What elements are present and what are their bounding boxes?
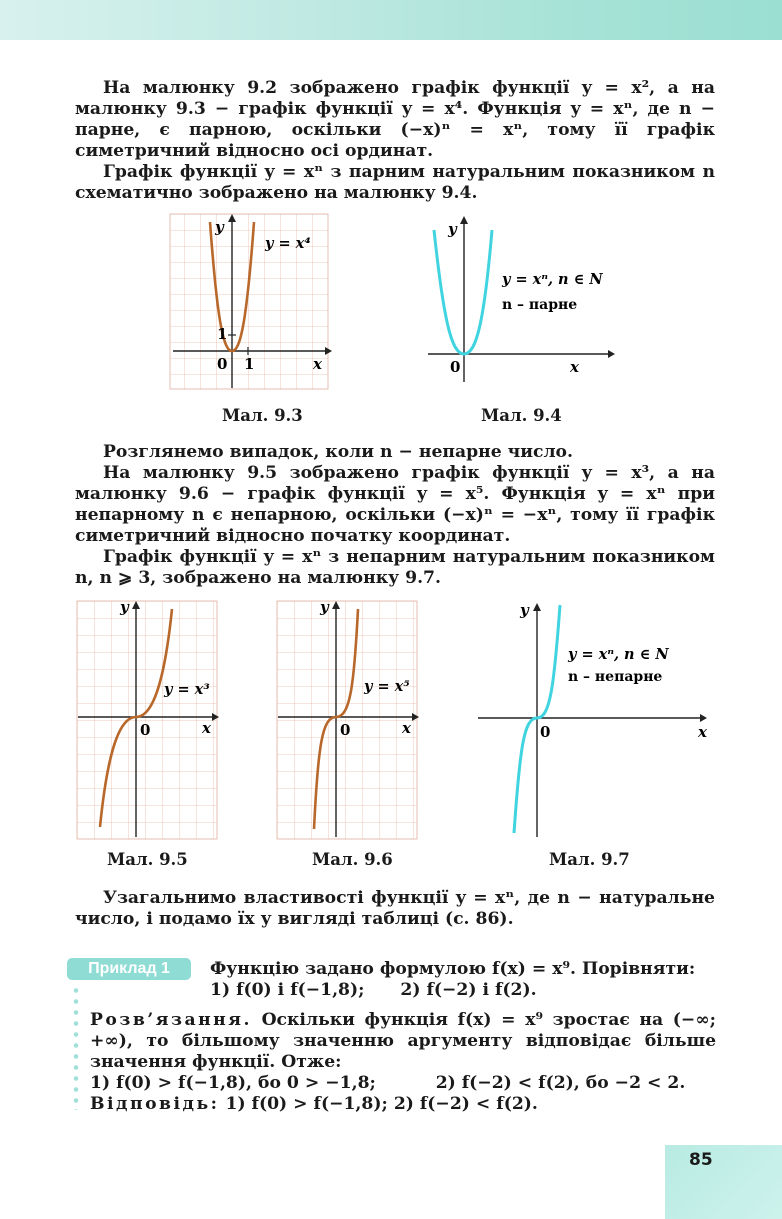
page-number: 85 <box>689 1150 713 1170</box>
intro-text <box>75 78 715 204</box>
paragraph: Графік функції y = xⁿ з непарним натуральним показником n, n ⩾ 3, зображено на малюнку 9.7. <box>75 547 715 588</box>
origin-label: 0 <box>340 721 351 739</box>
axis-y-label: y <box>320 598 329 616</box>
x-axis-arrow-icon <box>700 714 707 722</box>
figure-9-3 <box>165 212 335 392</box>
caption-9-4: Мал. 9.4 <box>481 406 562 425</box>
curve-label-2: n – непарне <box>568 669 663 685</box>
curve-label: y = x⁴ <box>265 235 311 252</box>
origin-label: 0 <box>450 358 461 376</box>
curve-xn-even <box>434 230 492 354</box>
figure-9-6 <box>274 597 424 841</box>
paragraph: На малюнку 9.2 зображено графік функції y = x², а на малюнку 9.3 − графік функції y = x⁴. Функція y = xⁿ, де n − парне, є парною, оскільки (−x)ⁿ = xⁿ, тому її графік симетричний відносно осі ординат. <box>75 78 715 161</box>
curve-label-1: y = xⁿ, n ∈ N <box>502 271 603 288</box>
middle-text <box>75 442 715 589</box>
axis-x-label: x <box>202 719 211 737</box>
paragraph: На малюнку 9.5 зображено графік функції y = x³, а на малюнку 9.6 − графік функції y = x⁵. Функція y = xⁿ при непарному n є непарною, оскільки (−x)ⁿ = −xⁿ, тому її графік симетричний відносно початку координат. <box>75 463 715 546</box>
figure-9-5 <box>74 597 224 841</box>
example-task <box>210 959 720 1001</box>
x-axis-arrow-icon <box>608 350 615 358</box>
tick-y-label: 1 <box>217 325 228 343</box>
y-axis-arrow-icon <box>460 216 468 224</box>
axis-y-label: y <box>520 601 529 619</box>
paragraph: Графік функції y = xⁿ з парним натуральним показником n схематично зображено на малюнку 9.4. <box>75 162 715 203</box>
example-solution <box>90 1010 716 1115</box>
caption-9-3: Мал. 9.3 <box>222 406 303 425</box>
origin-label: 0 <box>217 355 228 373</box>
figure-9-4 <box>420 214 620 384</box>
caption-9-6: Мал. 9.6 <box>312 850 393 869</box>
answer-text: 1) f(0) > f(−1,8); 2) f(−2) < f(2). <box>219 1094 538 1114</box>
curve-label-2: n – парне <box>502 297 578 313</box>
origin-label: 0 <box>140 721 151 739</box>
axis-x-label: x <box>313 355 322 373</box>
axis-x-label: x <box>698 723 707 741</box>
axis-y-label: y <box>448 220 457 238</box>
curve-label: y = x⁵ <box>364 678 410 695</box>
axis-x-label: x <box>402 719 411 737</box>
solution-heading: Розв’язання. <box>90 1010 252 1030</box>
paragraph: Розглянемо випадок, коли n − непарне число. <box>103 442 574 462</box>
dotted-margin-decoration <box>73 985 79 1110</box>
top-decorative-band <box>0 0 782 40</box>
summary-text <box>75 888 715 930</box>
solution-line: 1) f(0) > f(−1,8), бо 0 > −1,8; 2) f(−2) < f(2), бо −2 < 2. <box>90 1073 686 1093</box>
solution-text: Оскільки функція f(x) = x⁹ зростає на (−∞; +∞), то більшому значенню аргументу відповідає більше значення функції. Отже: <box>90 1010 716 1072</box>
x-axis-arrow-icon <box>325 347 332 355</box>
figure-9-7 <box>476 597 716 841</box>
caption-9-7: Мал. 9.7 <box>549 850 630 869</box>
axis-y-label: y <box>215 218 224 236</box>
page-number-box <box>665 1145 782 1219</box>
grid <box>77 601 217 839</box>
axis-x-label: x <box>570 358 579 376</box>
axis-y-label: y <box>120 598 129 616</box>
curve-label-1: y = xⁿ, n ∈ N <box>568 646 669 663</box>
grid <box>277 601 417 839</box>
curve-label: y = x³ <box>164 681 210 698</box>
paragraph: Узагальнимо властивості функції y = xⁿ, де n − натуральне число, і подамо їх у вигляді таблиці (с. 86). <box>75 888 715 929</box>
caption-9-5: Мал. 9.5 <box>107 850 188 869</box>
origin-label: 0 <box>540 723 551 741</box>
task-line: 1) f(0) і f(−1,8); 2) f(−2) і f(2). <box>210 980 537 1000</box>
task-line: Функцію задано формулою f(x) = x⁹. Порівняти: <box>210 959 696 979</box>
example-badge: Приклад 1 <box>67 958 191 980</box>
y-axis-arrow-icon <box>533 603 541 611</box>
tick-x-label: 1 <box>244 355 255 373</box>
answer-heading: Відповідь: <box>90 1094 220 1114</box>
